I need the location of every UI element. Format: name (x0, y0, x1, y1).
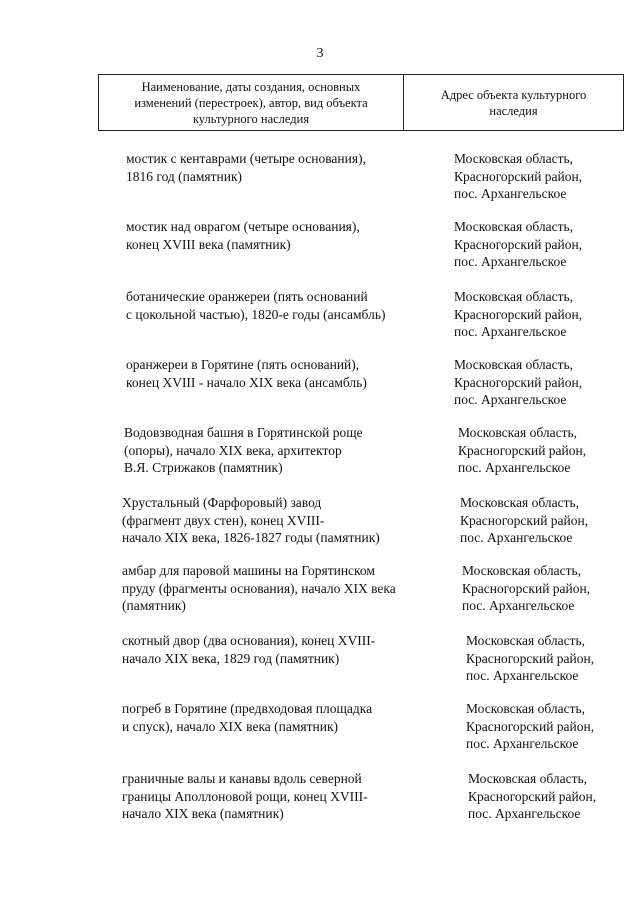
object-address-line: пос. Архангельское (460, 530, 573, 545)
object-name (126, 218, 436, 253)
object-address-line: Московская область, (454, 289, 574, 304)
object-address-line: пос. Архангельское (454, 254, 567, 269)
object-name-line: начало XIX века (памятник) (122, 806, 284, 821)
object-address-line: пос. Архангельское (454, 186, 567, 201)
object-address-line: Красногорский район, (454, 374, 583, 390)
object-address-line: Красногорский район, (458, 442, 587, 458)
header-address-line: Адрес объекта культурного (440, 87, 587, 102)
object-name-line: (опоры), начало XIX века, архитектор (124, 442, 342, 458)
object-address-line: пос. Архангельское (468, 806, 581, 821)
object-address-line: Московская область, (454, 219, 574, 234)
object-name-line: мостик с кентаврами (четыре основания), (126, 151, 366, 166)
object-address (454, 150, 582, 203)
object-name-line: границы Аполлоновой рощи, конец XVIII- (122, 788, 368, 804)
object-address-line: Красногорский район, (468, 788, 597, 804)
object-address (468, 770, 596, 823)
object-address (466, 700, 594, 753)
object-address-line: Красногорский район, (454, 236, 583, 252)
header-address-line: наследия (489, 103, 538, 118)
object-name-line: и спуск), начало XIX века (памятник) (122, 718, 339, 734)
table-header (98, 74, 624, 131)
object-address (454, 356, 582, 409)
header-name-line: Наименование, даты создания, основных (141, 79, 361, 94)
header-name-line: культурного наследия (192, 111, 310, 126)
object-address-line: Красногорский район, (466, 718, 595, 734)
object-address-line: Московская область, (466, 701, 586, 716)
object-name (124, 424, 434, 477)
object-address-line: Московская область, (468, 771, 588, 786)
object-name-line: с цокольной частью), 1820-е годы (ансамбль) (126, 306, 386, 322)
object-name (126, 150, 436, 185)
object-name (122, 632, 432, 667)
object-name (126, 288, 436, 323)
object-address-line: Московская область, (458, 425, 578, 440)
object-address-line: пос. Архангельское (466, 668, 579, 683)
object-address-line: пос. Архангельское (466, 736, 579, 751)
object-address-line: Московская область, (462, 563, 582, 578)
object-address-line: Красногорский район, (466, 650, 595, 666)
header-name-column (99, 75, 404, 130)
object-address (454, 218, 582, 271)
object-address-line: Московская область, (454, 357, 574, 372)
object-address-line: пос. Архангельское (454, 392, 567, 407)
object-name-line: конец XVIII - начало XIX века (ансамбль) (126, 374, 367, 390)
object-name-line: Хрустальный (Фарфоровый) завод (122, 495, 322, 510)
object-address-line: Красногорский район, (462, 580, 591, 596)
object-address-line: Московская область, (454, 151, 574, 166)
object-name-line: граничные валы и канавы вдоль северной (122, 771, 362, 786)
object-name (126, 356, 436, 391)
object-address-line: Московская область, (460, 495, 580, 510)
object-name-line: мостик над оврагом (четыре основания), (126, 219, 360, 234)
object-address-line: Красногорский район, (454, 168, 583, 184)
object-name-line: 1816 год (памятник) (126, 168, 243, 184)
header-name-line: изменений (перестроек), автор, вид объекта (134, 95, 368, 110)
object-address-line: пос. Архангельское (454, 324, 567, 339)
object-name-line: начало XIX века, 1826-1827 годы (памятник) (122, 530, 380, 545)
object-name-line: амбар для паровой машины на Горятинском (122, 563, 375, 578)
object-name-line: пруду (фрагменты основания), начало XIX века (122, 580, 396, 596)
object-name (122, 770, 432, 823)
object-address (460, 494, 588, 547)
object-address (458, 424, 586, 477)
object-name (122, 700, 432, 735)
object-name (122, 494, 432, 547)
object-name-line: скотный двор (два основания), конец XVIII- (122, 633, 376, 648)
object-name-line: В.Я. Стрижаков (памятник) (124, 460, 283, 475)
object-name-line: (памятник) (122, 598, 186, 613)
object-name-line: оранжереи в Горятине (пять оснований), (126, 357, 360, 372)
object-address-line: Московская область, (466, 633, 586, 648)
object-name-line: конец XVIII века (памятник) (126, 236, 291, 252)
object-address (466, 632, 594, 685)
page-number: 3 (316, 46, 324, 61)
object-address-line: пос. Архангельское (462, 598, 575, 613)
object-name-line: ботанические оранжереи (пять оснований (126, 289, 368, 304)
header-address-column (404, 75, 623, 130)
object-name-line: погреб в Горятине (предвходовая площадка (122, 701, 373, 716)
object-address-line: Красногорский район, (454, 306, 583, 322)
object-address (462, 562, 590, 615)
object-address-line: Красногорский район, (460, 512, 589, 528)
object-name-line: начало XIX века, 1829 год (памятник) (122, 650, 340, 666)
object-name-line: Водовзводная башня в Горятинской роще (124, 425, 363, 440)
object-address-line: пос. Архангельское (458, 460, 571, 475)
object-name-line: (фрагмент двух стен), конец XVIII- (122, 512, 325, 528)
object-address (454, 288, 582, 341)
object-name (122, 562, 432, 615)
